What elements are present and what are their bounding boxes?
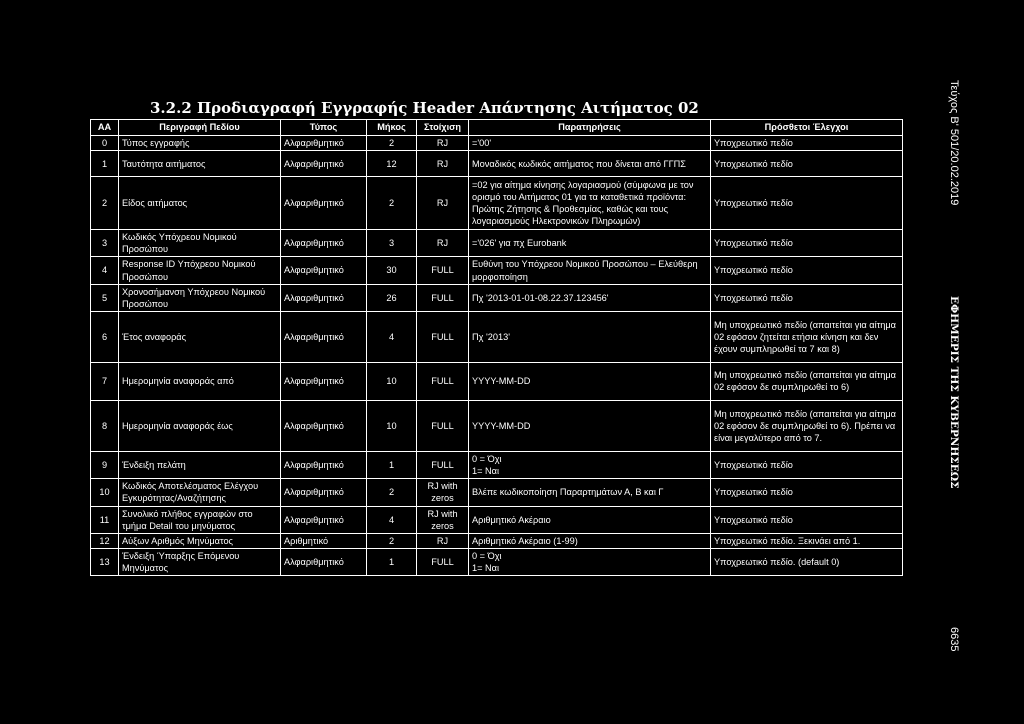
row-number: 0 bbox=[91, 136, 119, 151]
field-spec-table bbox=[90, 119, 903, 576]
field-notes: Βλέπε κωδικοποίηση Παραρτημάτων Α, Β και Γ bbox=[469, 479, 711, 506]
row-number: 9 bbox=[91, 451, 119, 478]
table-row bbox=[91, 230, 903, 257]
field-type: Αριθμητικό bbox=[281, 533, 367, 548]
field-notes: Ευθύνη του Υπόχρεου Νομικού Προσώπου – Ελεύθερη μορφοποίηση bbox=[469, 257, 711, 284]
table-row bbox=[91, 362, 903, 400]
field-alignment: RJ with zeros bbox=[417, 506, 469, 533]
field-type: Αλφαριθμητικό bbox=[281, 284, 367, 311]
row-number: 3 bbox=[91, 230, 119, 257]
field-description: Χρονοσήμανση Υπόχρεου Νομικού Προσώπου bbox=[119, 284, 281, 311]
field-checks: Υποχρεωτικό πεδίο. (default 0) bbox=[711, 548, 903, 575]
field-description: Ημερομηνία αναφοράς από bbox=[119, 362, 281, 400]
field-type: Αλφαριθμητικό bbox=[281, 400, 367, 451]
field-type: Αλφαριθμητικό bbox=[281, 506, 367, 533]
table-row bbox=[91, 136, 903, 151]
col-header-type: Τύπος bbox=[281, 120, 367, 136]
gazette-name: ΕΦΗΜΕΡΙΣ ΤΗΣ ΚΥΒΕΡΝΗΣΕΩΣ bbox=[948, 296, 960, 489]
col-header-alignment: Στοίχιση bbox=[417, 120, 469, 136]
field-alignment: FULL bbox=[417, 400, 469, 451]
field-length: 2 bbox=[367, 136, 417, 151]
table-row bbox=[91, 400, 903, 451]
field-alignment: FULL bbox=[417, 548, 469, 575]
field-checks: Μη υποχρεωτικό πεδίο (απαιτείται για αίτημα 02 εφόσον δε συμπληρωθεί το 6). Πρέπει να είναι μεγαλύτερο από το 7. bbox=[711, 400, 903, 451]
field-notes: ='026' για πχ Eurobank bbox=[469, 230, 711, 257]
row-number: 5 bbox=[91, 284, 119, 311]
field-type: Αλφαριθμητικό bbox=[281, 548, 367, 575]
field-checks: Υποχρεωτικό πεδίο bbox=[711, 257, 903, 284]
field-alignment: RJ bbox=[417, 136, 469, 151]
field-notes: 0 = Όχι 1= Ναι bbox=[469, 548, 711, 575]
field-notes: 0 = Όχι 1= Ναι bbox=[469, 451, 711, 478]
col-header-checks: Πρόσθετοι Έλεγχοι bbox=[711, 120, 903, 136]
field-checks: Μη υποχρεωτικό πεδίο (απαιτείται για αίτημα 02 εφόσον ζητείται ετήσια κίνηση και δεν έχουν συμπληρωθεί τα 7 και 8) bbox=[711, 311, 903, 362]
field-length: 2 bbox=[367, 479, 417, 506]
field-checks: Υποχρεωτικό πεδίο bbox=[711, 479, 903, 506]
page-number: 6635 bbox=[948, 627, 960, 652]
field-description: Έτος αναφοράς bbox=[119, 311, 281, 362]
field-type: Αλφαριθμητικό bbox=[281, 136, 367, 151]
field-length: 12 bbox=[367, 151, 417, 177]
field-description: Κωδικός Υπόχρεου Νομικού Προσώπου bbox=[119, 230, 281, 257]
col-header-length: Μήκος bbox=[367, 120, 417, 136]
table-row bbox=[91, 451, 903, 478]
field-length: 2 bbox=[367, 533, 417, 548]
field-notes: Αριθμητικό Ακέραιο (1-99) bbox=[469, 533, 711, 548]
field-type: Αλφαριθμητικό bbox=[281, 479, 367, 506]
field-description: Ένδειξη πελάτη bbox=[119, 451, 281, 478]
table-row bbox=[91, 151, 903, 177]
field-notes: YYYY-MM-DD bbox=[469, 400, 711, 451]
table-header-row bbox=[91, 120, 903, 136]
field-type: Αλφαριθμητικό bbox=[281, 151, 367, 177]
field-alignment: FULL bbox=[417, 362, 469, 400]
field-length: 3 bbox=[367, 230, 417, 257]
row-number: 6 bbox=[91, 311, 119, 362]
page-title: 3.2.2 Προδιαγραφή Εγγραφής Header Απάντησης Αιτήματος 02 bbox=[150, 99, 699, 117]
row-number: 4 bbox=[91, 257, 119, 284]
field-length: 10 bbox=[367, 362, 417, 400]
table-row bbox=[91, 533, 903, 548]
field-alignment: RJ bbox=[417, 151, 469, 177]
field-notes: Μοναδικός κωδικός αιτήματος που δίνεται από ΓΓΠΣ bbox=[469, 151, 711, 177]
field-checks: Υποχρεωτικό πεδίο bbox=[711, 230, 903, 257]
table-row bbox=[91, 257, 903, 284]
row-number: 7 bbox=[91, 362, 119, 400]
field-notes: Πχ '2013' bbox=[469, 311, 711, 362]
row-number: 1 bbox=[91, 151, 119, 177]
row-number: 11 bbox=[91, 506, 119, 533]
issue-reference: Τεύχος Β' 501/20.02.2019 bbox=[948, 80, 960, 206]
table-row bbox=[91, 177, 903, 230]
field-alignment: RJ bbox=[417, 230, 469, 257]
table-row bbox=[91, 506, 903, 533]
table-row bbox=[91, 284, 903, 311]
field-alignment: FULL bbox=[417, 311, 469, 362]
field-length: 10 bbox=[367, 400, 417, 451]
table-row bbox=[91, 311, 903, 362]
field-type: Αλφαριθμητικό bbox=[281, 451, 367, 478]
table-row bbox=[91, 479, 903, 506]
field-length: 4 bbox=[367, 506, 417, 533]
field-type: Αλφαριθμητικό bbox=[281, 230, 367, 257]
field-length: 4 bbox=[367, 311, 417, 362]
field-description: Response ID Υπόχρεου Νομικού Προσώπου bbox=[119, 257, 281, 284]
field-checks: Υποχρεωτικό πεδίο bbox=[711, 451, 903, 478]
field-description: Κωδικός Αποτελέσματος Ελέγχου Εγκυρότητας/Αναζήτησης bbox=[119, 479, 281, 506]
field-alignment: FULL bbox=[417, 284, 469, 311]
field-description: Ημερομηνία αναφοράς έως bbox=[119, 400, 281, 451]
row-number: 2 bbox=[91, 177, 119, 230]
col-header-description: Περιγραφή Πεδίου bbox=[119, 120, 281, 136]
field-checks: Υποχρεωτικό πεδίο bbox=[711, 506, 903, 533]
field-alignment: RJ bbox=[417, 533, 469, 548]
field-notes: YYYY-MM-DD bbox=[469, 362, 711, 400]
field-length: 1 bbox=[367, 548, 417, 575]
field-type: Αλφαριθμητικό bbox=[281, 362, 367, 400]
field-description: Είδος αιτήματος bbox=[119, 177, 281, 230]
field-checks: Υποχρεωτικό πεδίο bbox=[711, 136, 903, 151]
table-row bbox=[91, 548, 903, 575]
field-type: Αλφαριθμητικό bbox=[281, 311, 367, 362]
field-length: 30 bbox=[367, 257, 417, 284]
field-notes: ='00' bbox=[469, 136, 711, 151]
field-alignment: FULL bbox=[417, 257, 469, 284]
field-length: 26 bbox=[367, 284, 417, 311]
row-number: 10 bbox=[91, 479, 119, 506]
row-number: 8 bbox=[91, 400, 119, 451]
row-number: 13 bbox=[91, 548, 119, 575]
field-length: 1 bbox=[367, 451, 417, 478]
col-header-notes: Παρατηρήσεις bbox=[469, 120, 711, 136]
field-type: Αλφαριθμητικό bbox=[281, 177, 367, 230]
field-length: 2 bbox=[367, 177, 417, 230]
field-description: Συνολικό πλήθος εγγραφών στο τμήμα Detail του μηνύματος bbox=[119, 506, 281, 533]
field-notes: Πχ '2013-01-01-08.22.37.123456' bbox=[469, 284, 711, 311]
field-checks: Υποχρεωτικό πεδίο bbox=[711, 284, 903, 311]
field-alignment: RJ bbox=[417, 177, 469, 230]
field-description: Τύπος εγγραφής bbox=[119, 136, 281, 151]
field-checks: Υποχρεωτικό πεδίο. Ξεκινάει από 1. bbox=[711, 533, 903, 548]
field-notes: Αριθμητικό Ακέραιο bbox=[469, 506, 711, 533]
field-description: Αύξων Αριθμός Μηνύματος bbox=[119, 533, 281, 548]
row-number: 12 bbox=[91, 533, 119, 548]
field-checks: Υποχρεωτικό πεδίο bbox=[711, 177, 903, 230]
field-description: Ταυτότητα αιτήματος bbox=[119, 151, 281, 177]
field-notes: =02 για αίτημα κίνησης λογαριασμού (σύμφωνα με τον ορισμό του Αιτήματος 01 για τα καταθετικά προϊόντα: Πρώτης Ζήτησης & Προθεσμίας, καθώς και τους λογαριασμούς Ηλεκτρονικών Πληρωμών) bbox=[469, 177, 711, 230]
field-alignment: RJ with zeros bbox=[417, 479, 469, 506]
field-checks: Υποχρεωτικό πεδίο bbox=[711, 151, 903, 177]
field-alignment: FULL bbox=[417, 451, 469, 478]
field-type: Αλφαριθμητικό bbox=[281, 257, 367, 284]
col-header-aa: ΑΑ bbox=[91, 120, 119, 136]
field-checks: Μη υποχρεωτικό πεδίο (απαιτείται για αίτημα 02 εφόσον δε συμπληρωθεί το 6) bbox=[711, 362, 903, 400]
field-description: Ένδειξη Ύπαρξης Επόμενου Μηνύματος bbox=[119, 548, 281, 575]
